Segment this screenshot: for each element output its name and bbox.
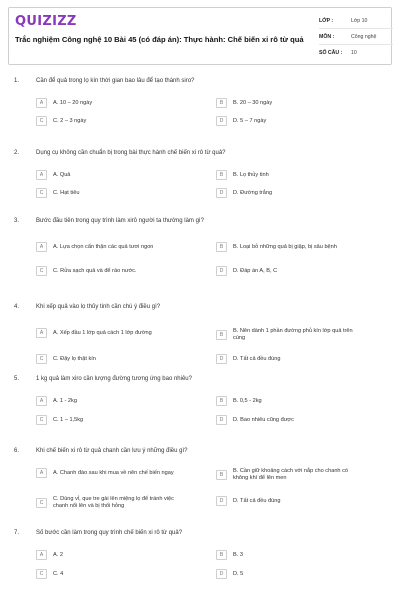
- answer-option-c: [36, 116, 183, 126]
- answer-option-d: [216, 116, 363, 126]
- option-text: C. Dùng vỉ, que tre gài lên miệng lọ để tránh việc chanh nổi lên và bị thối hỏng: [53, 496, 174, 509]
- question-text: Cần để quả trong lọ kín thời gian bao lâu để tạo thành siro?: [36, 78, 195, 84]
- answer-option-a: [36, 328, 183, 338]
- quizizz-logo: QUIZIZZ: [15, 14, 77, 29]
- option-letter-box: A: [36, 468, 47, 478]
- answer-option-a: [36, 98, 183, 108]
- answer-option-b: [216, 242, 363, 252]
- option-text: B. Cần giữ khoảng cách với nắp cho chanh có không khí để lên men: [233, 468, 349, 481]
- worksheet-meta: [319, 13, 393, 61]
- option-letter-box: C: [36, 354, 47, 364]
- answer-option-d: [216, 496, 363, 506]
- option-text: C. 4: [53, 570, 64, 577]
- option-letter-box: B: [216, 330, 227, 340]
- option-letter-box: D: [216, 188, 227, 198]
- option-letter-box: A: [36, 170, 47, 180]
- option-text: A. Chanh đào sau khi mua về nên chế biến ngay: [53, 469, 174, 476]
- answer-option-b: [216, 98, 363, 108]
- meta-label: MÔN :: [319, 33, 335, 40]
- question-number: 7.: [14, 530, 20, 536]
- option-letter-box: B: [216, 470, 227, 480]
- answer-option-c: [36, 188, 183, 198]
- question-number: 6.: [14, 448, 20, 454]
- answer-option-c: [36, 354, 183, 364]
- option-text: A. Xếp đầu 1 lớp quả cách 1 lớp đường: [53, 329, 152, 336]
- option-letter-box: B: [216, 396, 227, 406]
- answer-option-b: [216, 550, 363, 560]
- option-letter-box: C: [36, 188, 47, 198]
- question-number: 4.: [14, 304, 20, 310]
- question-text: Khi chế biến xi rô từ quả chanh cần lưu ý những điều gì?: [36, 448, 188, 454]
- option-letter-box: C: [36, 266, 47, 276]
- option-text: D. Bao nhiêu cũng được: [233, 416, 294, 423]
- meta-row-subject: [319, 29, 393, 45]
- question-text: Dụng cụ không cần chuẩn bị trong bài thực hành chế biến xi rô từ quả?: [36, 150, 226, 156]
- answer-option-a: [36, 170, 183, 180]
- option-text: D. 5: [233, 570, 244, 577]
- option-letter-box: C: [36, 498, 47, 508]
- option-text: D. Tất cả đều đúng: [233, 355, 281, 362]
- option-text: A. 2: [53, 551, 63, 558]
- answer-option-d: [216, 569, 363, 579]
- answer-option-d: [216, 415, 363, 425]
- option-letter-box: D: [216, 569, 227, 579]
- option-text: D. Tất cả đều đúng: [233, 497, 281, 504]
- option-text: C. Hạt tiêu: [53, 189, 80, 196]
- option-text: B. Nên dành 1 phần đường phủ kín lớp quả trên cùng: [233, 328, 353, 341]
- option-letter-box: D: [216, 415, 227, 425]
- option-letter-box: A: [36, 396, 47, 406]
- option-text: C. Đậy lọ thật kín: [53, 355, 96, 362]
- option-letter-box: B: [216, 170, 227, 180]
- question-text: Bước đầu tiên trong quy trình làm xirô người ta thường làm gì?: [36, 218, 204, 224]
- option-letter-box: D: [216, 354, 227, 364]
- option-letter-box: B: [216, 98, 227, 108]
- option-letter-box: A: [36, 98, 47, 108]
- answer-option-c: [36, 415, 183, 425]
- worksheet-title: Trắc nghiệm Công nghệ 10 Bài 45 (có đáp án): Thực hành: Chế biến xi rô từ quả: [15, 35, 304, 44]
- option-letter-box: C: [36, 569, 47, 579]
- option-text: B. 3: [233, 551, 243, 558]
- worksheet-header: [8, 7, 392, 65]
- option-text: D. Đường trắng: [233, 189, 273, 196]
- option-text: A. Lựa chọn cẩn thận các quả tươi ngon: [53, 243, 154, 250]
- option-text: B. 0,5 - 2kg: [233, 397, 262, 404]
- question-number: 5.: [14, 376, 20, 382]
- answer-option-a: [36, 242, 183, 252]
- answer-option-a: [36, 468, 183, 478]
- option-text: C. Rửa sạch quả và để ráo nước.: [53, 267, 137, 274]
- option-letter-box: C: [36, 415, 47, 425]
- option-text: D. 5 – 7 ngày: [233, 117, 267, 124]
- answer-option-d: [216, 266, 363, 276]
- option-letter-box: A: [36, 242, 47, 252]
- answer-option-b: [216, 396, 363, 406]
- answer-option-a: [36, 550, 183, 560]
- answer-option-d: [216, 188, 363, 198]
- option-text: D. Đáp án A, B, C: [233, 267, 278, 274]
- question-number: 3.: [14, 218, 20, 224]
- option-letter-box: B: [216, 550, 227, 560]
- meta-label: LỚP :: [319, 17, 334, 24]
- option-text: C. 2 – 3 ngày: [53, 117, 87, 124]
- meta-value: Công nghệ: [351, 33, 377, 40]
- option-text: C. 1 – 1,5kg: [53, 416, 84, 423]
- option-text: A. Quả: [53, 171, 71, 178]
- option-letter-box: B: [216, 242, 227, 252]
- answer-option-b: [216, 170, 363, 180]
- option-letter-box: D: [216, 266, 227, 276]
- question-text: Khi xếp quả vào lọ thủy tinh cần chú ý điều gì?: [36, 304, 161, 310]
- question-number: 2.: [14, 150, 20, 156]
- option-letter-box: D: [216, 116, 227, 126]
- meta-label: SỐ CÂU :: [319, 50, 343, 56]
- question-text: Số bước cần làm trong quy trình chế biến xi rô từ quả?: [36, 530, 183, 536]
- answer-option-b: [216, 468, 363, 482]
- answer-option-c: [36, 266, 183, 276]
- option-letter-box: D: [216, 496, 227, 506]
- answer-option-b: [216, 328, 363, 342]
- answer-option-a: [36, 396, 183, 406]
- option-text: A. 10 – 20 ngày: [53, 99, 93, 106]
- option-text: B. 20 – 30 ngày: [233, 99, 273, 106]
- option-text: B. Lọ thủy tinh: [233, 171, 269, 178]
- option-text: B. Loại bỏ những quả bị giập, bị sâu bệnh: [233, 243, 337, 250]
- question-number: 1.: [14, 78, 20, 84]
- option-letter-box: A: [36, 550, 47, 560]
- answer-option-d: [216, 354, 363, 364]
- meta-row-count: [319, 45, 393, 61]
- option-letter-box: A: [36, 328, 47, 338]
- meta-value: Lớp 10: [351, 17, 368, 24]
- option-letter-box: C: [36, 116, 47, 126]
- meta-value: 10: [351, 50, 357, 56]
- option-text: A. 1 - 2kg: [53, 397, 77, 404]
- meta-row-class: [319, 13, 393, 29]
- answer-option-c: [36, 496, 183, 510]
- answer-option-c: [36, 569, 183, 579]
- question-text: 1 kg quả làm xiro cần lượng đường tương ứng bao nhiêu?: [36, 376, 192, 382]
